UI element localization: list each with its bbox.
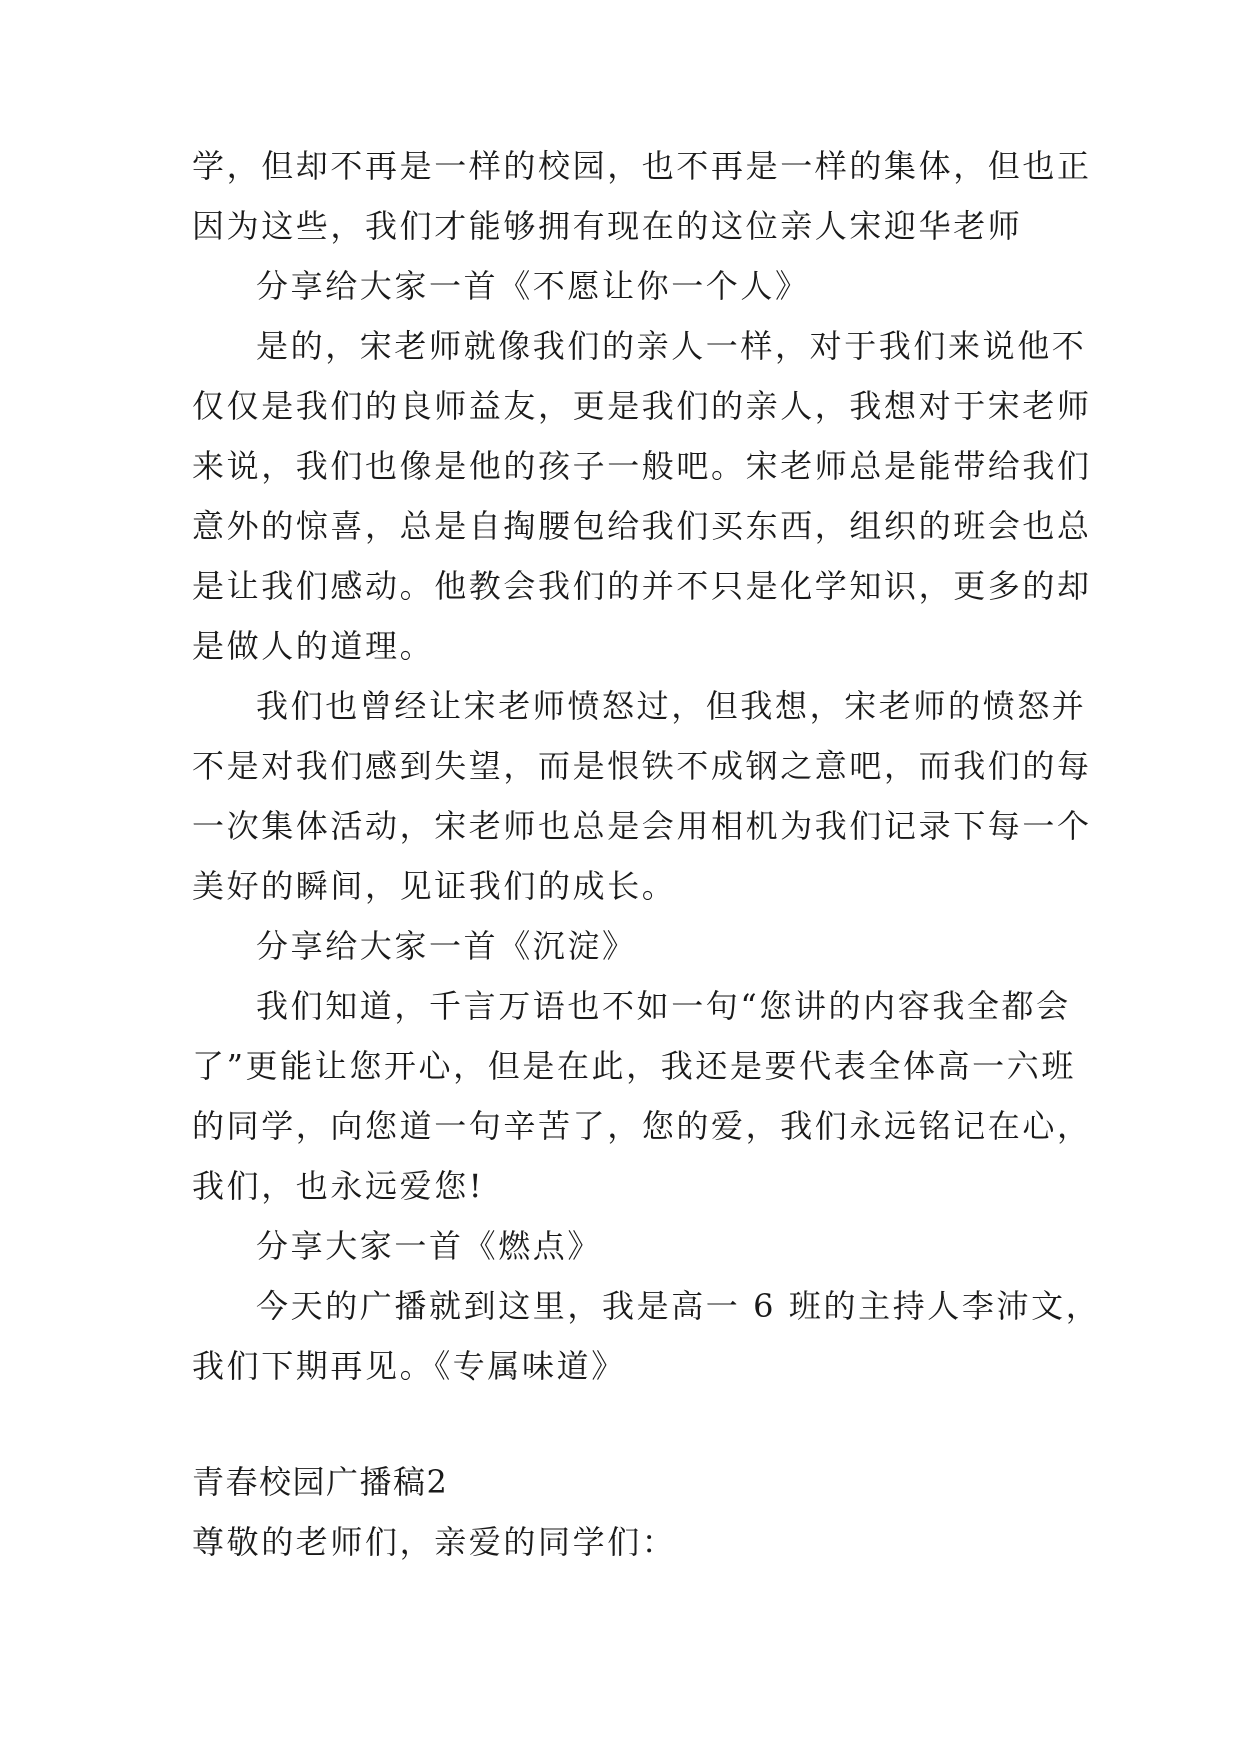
paragraph-line: 我们，也永远爱您! xyxy=(192,1167,485,1205)
paragraph-line: 我们下期再见。《专属味道》 xyxy=(192,1347,626,1385)
paragraph-line: 我们知道，千言万语也不如一句“您讲的内容我全都会 xyxy=(256,987,1071,1025)
section-title: 青春校园广播稿2 xyxy=(192,1463,449,1501)
paragraph-line: 美好的瞬间，见证我们的成长。 xyxy=(192,867,677,905)
song-share-line: 分享大家一首《燃点》 xyxy=(256,1227,603,1265)
paragraph-line: 一次集体活动，宋老师也总是会用相机为我们记录下每一个 xyxy=(192,807,1092,845)
paragraph-line: 的同学，向您道一句辛苦了，您的爱，我们永远铭记在心， xyxy=(192,1107,1092,1145)
paragraph-line: 因为这些，我们才能够拥有现在的这位亲人宋迎华老师 xyxy=(192,207,1023,245)
paragraph-line: 是做人的道理。 xyxy=(192,627,435,665)
song-share-line: 分享给大家一首《不愿让你一个人》 xyxy=(256,267,810,305)
paragraph-line: 意外的惊喜，总是自掏腰包给我们买东西，组织的班会也总 xyxy=(192,507,1092,545)
paragraph-line: 仅仅是我们的良师益友，更是我们的亲人，我想对于宋老师 xyxy=(192,387,1092,425)
salutation-line: 尊敬的老师们，亲爱的同学们： xyxy=(192,1523,677,1561)
paragraph-line: 今天的广播就到这里，我是高一 6 班的主持人李沛文， xyxy=(256,1287,1101,1325)
paragraph-line: 是让我们感动。他教会我们的并不只是化学知识，更多的却 xyxy=(192,567,1092,605)
paragraph-line: 学，但却不再是一样的校园，也不再是一样的集体，但也正 xyxy=(192,147,1092,185)
paragraph-line: 我们也曾经让宋老师愤怒过，但我想，宋老师的愤怒并 xyxy=(256,687,1087,725)
paragraph-line: 了”更能让您开心，但是在此，我还是要代表全体高一六班 xyxy=(192,1047,1076,1085)
paragraph-line: 来说，我们也像是他的孩子一般吧。宋老师总是能带给我们 xyxy=(192,447,1092,485)
paragraph-line: 是的，宋老师就像我们的亲人一样，对于我们来说他不 xyxy=(256,327,1087,365)
song-share-line: 分享给大家一首《沉淀》 xyxy=(256,927,637,965)
paragraph-line: 不是对我们感到失望，而是恨铁不成钢之意吧，而我们的每 xyxy=(192,747,1092,785)
